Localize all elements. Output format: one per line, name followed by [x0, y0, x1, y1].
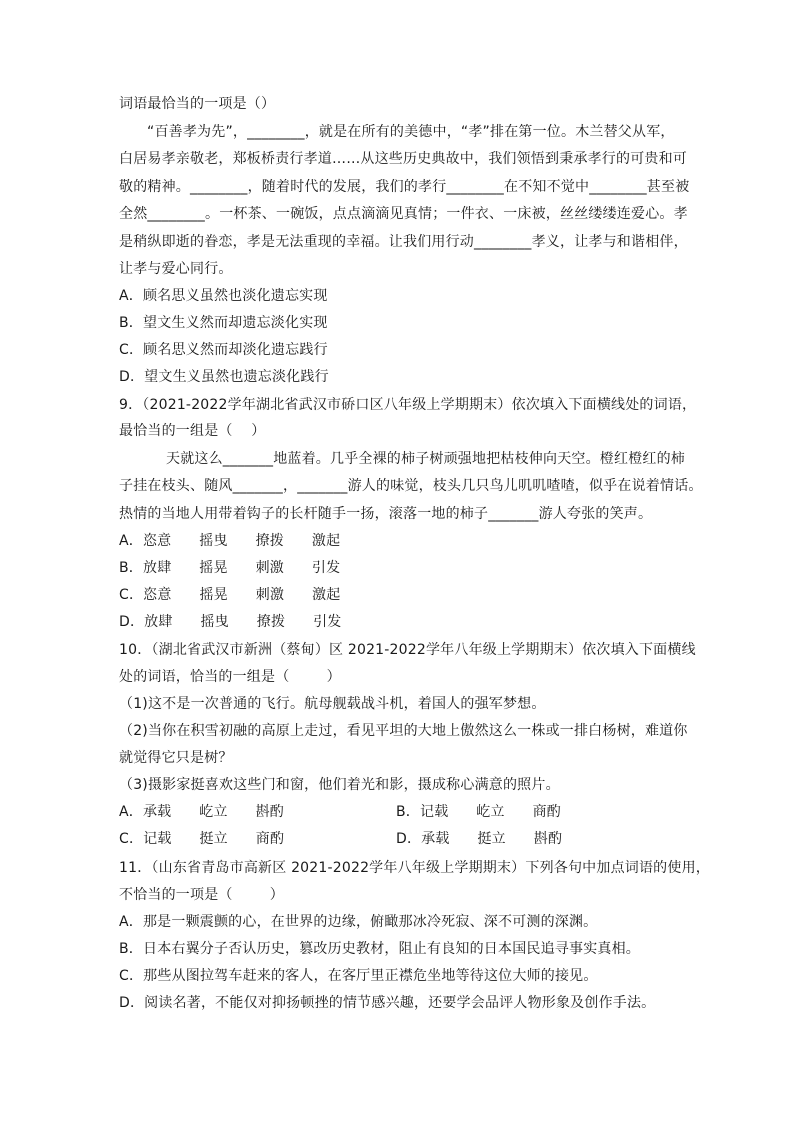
- text-line: 是稍纵即逝的眷恋，孝是无法重现的幸福。让我们用行动________孝义，让孝与和谐相伴，: [119, 234, 688, 250]
- option-b: B．日本右翼分子否认历史，篡改历史教材，阻止有良知的日本国民追寻事实真相。: [119, 941, 641, 957]
- question-10-heading: 10．（湖北省武汉市新洲（蔡甸）区 2021-2022学年八年级上学期期末）依次填入下面横线: [119, 642, 696, 658]
- question-9-heading: 9．（2021-2022学年湖北省武汉市硚口区八年级上学期期末）依次填入下面横线处的词语，: [119, 397, 697, 413]
- text-line: 天就这么_______地蓝着。几乎全裸的柿子树顽强地把枯枝伸向天空。橙红橙红的柿: [166, 451, 685, 467]
- text-line: 白居易孝亲敬老，郑板桥责行孝道……从这些历史典故中，我们领悟到秉承孝行的可贵和可: [119, 151, 687, 167]
- option-d: D．阅读名著，不能仅对抑扬顿挫的情节感兴趣，还要学会品评人物形象及创作手法。: [119, 995, 656, 1011]
- sentence-1: （1)这不是一次普通的飞行。航母舰载战斗机，着国人的强军梦想。: [119, 696, 546, 712]
- option-b: B．记载 屹立 商酌: [396, 804, 562, 820]
- option-b: B．望文生义然而却遗忘淡化实现: [119, 315, 328, 331]
- option-a: A．顾名思义虽然也淡化遗忘实现: [119, 288, 328, 304]
- sentence-2: （2)当你在积雪初融的高原上走过，看见平坦的大地上傲然这么一株或一排白杨树，难道你: [119, 723, 688, 739]
- sentence-3: （3)摄影家挺喜欢这些门和窗，他们着光和影，摄成称心满意的照片。: [119, 777, 560, 793]
- option-c: C．恣意 摇晃 刺激 激起: [119, 587, 341, 603]
- option-a: A．那是一颗震颤的心，在世界的边缘，俯瞰那冰冷死寂、深不可测的深渊。: [119, 914, 598, 930]
- text-line: 敬的精神。________，随着时代的发展，我们的孝行________在不知不觉中________甚至被: [119, 179, 690, 195]
- option-c: C．那些从图拉驾车赶来的客人，在客厅里正襟危坐地等待这位大师的接见。: [119, 968, 598, 984]
- option-a: A．恣意 摇曳 撩拨 激起: [119, 533, 341, 549]
- text-line: “百善孝为先”，________，就是在所有的美德中，“孝”排在第一位。木兰替父从军，: [147, 124, 675, 140]
- text-line: 处的词语，恰当的一组是（ ）: [119, 669, 341, 685]
- text-line: 不恰当的一项是（ ）: [119, 887, 285, 903]
- option-d: D．放肆 摇曳 撩拨 引发: [119, 614, 342, 630]
- text-line: 热情的当地人用带着钩子的长杆随手一扬，滚落一地的柿子_______游人夸张的笑声。: [119, 506, 653, 522]
- option-c: C．记载 挺立 商酌: [119, 831, 285, 847]
- text-line: 最恰当的一组是（ ）: [119, 423, 266, 439]
- text-line: 就觉得它只是树？: [119, 750, 233, 766]
- option-d: D．承载 挺立 斟酌: [396, 831, 563, 847]
- text-line: 子挂在枝头、随风_______，_______游人的味觉，枝头几只鸟儿叽叽喳喳，似乎在说着情话。: [119, 478, 703, 494]
- option-b: B．放肆 摇晃 刺激 引发: [119, 560, 341, 576]
- text-line: 词语最恰当的一项是（）: [119, 96, 276, 112]
- question-11-heading: 11．（山东省青岛市高新区 2021-2022学年八年级上学期期末）下列各句中加点词语的使用，: [119, 860, 710, 876]
- text-line: 让孝与爱心同行。: [119, 261, 233, 277]
- option-a: A．承载 屹立 斟酌: [119, 804, 284, 820]
- option-d: D．望文生义虽然也遗忘淡化践行: [119, 369, 329, 385]
- option-c: C．顾名思义然而却淡化遗忘践行: [119, 342, 328, 358]
- text-line: 全然________。一杯茶、一碗饭，点点滴滴见真情；一件衣、一床被，丝丝缕缕连爱心。孝: [119, 206, 688, 222]
